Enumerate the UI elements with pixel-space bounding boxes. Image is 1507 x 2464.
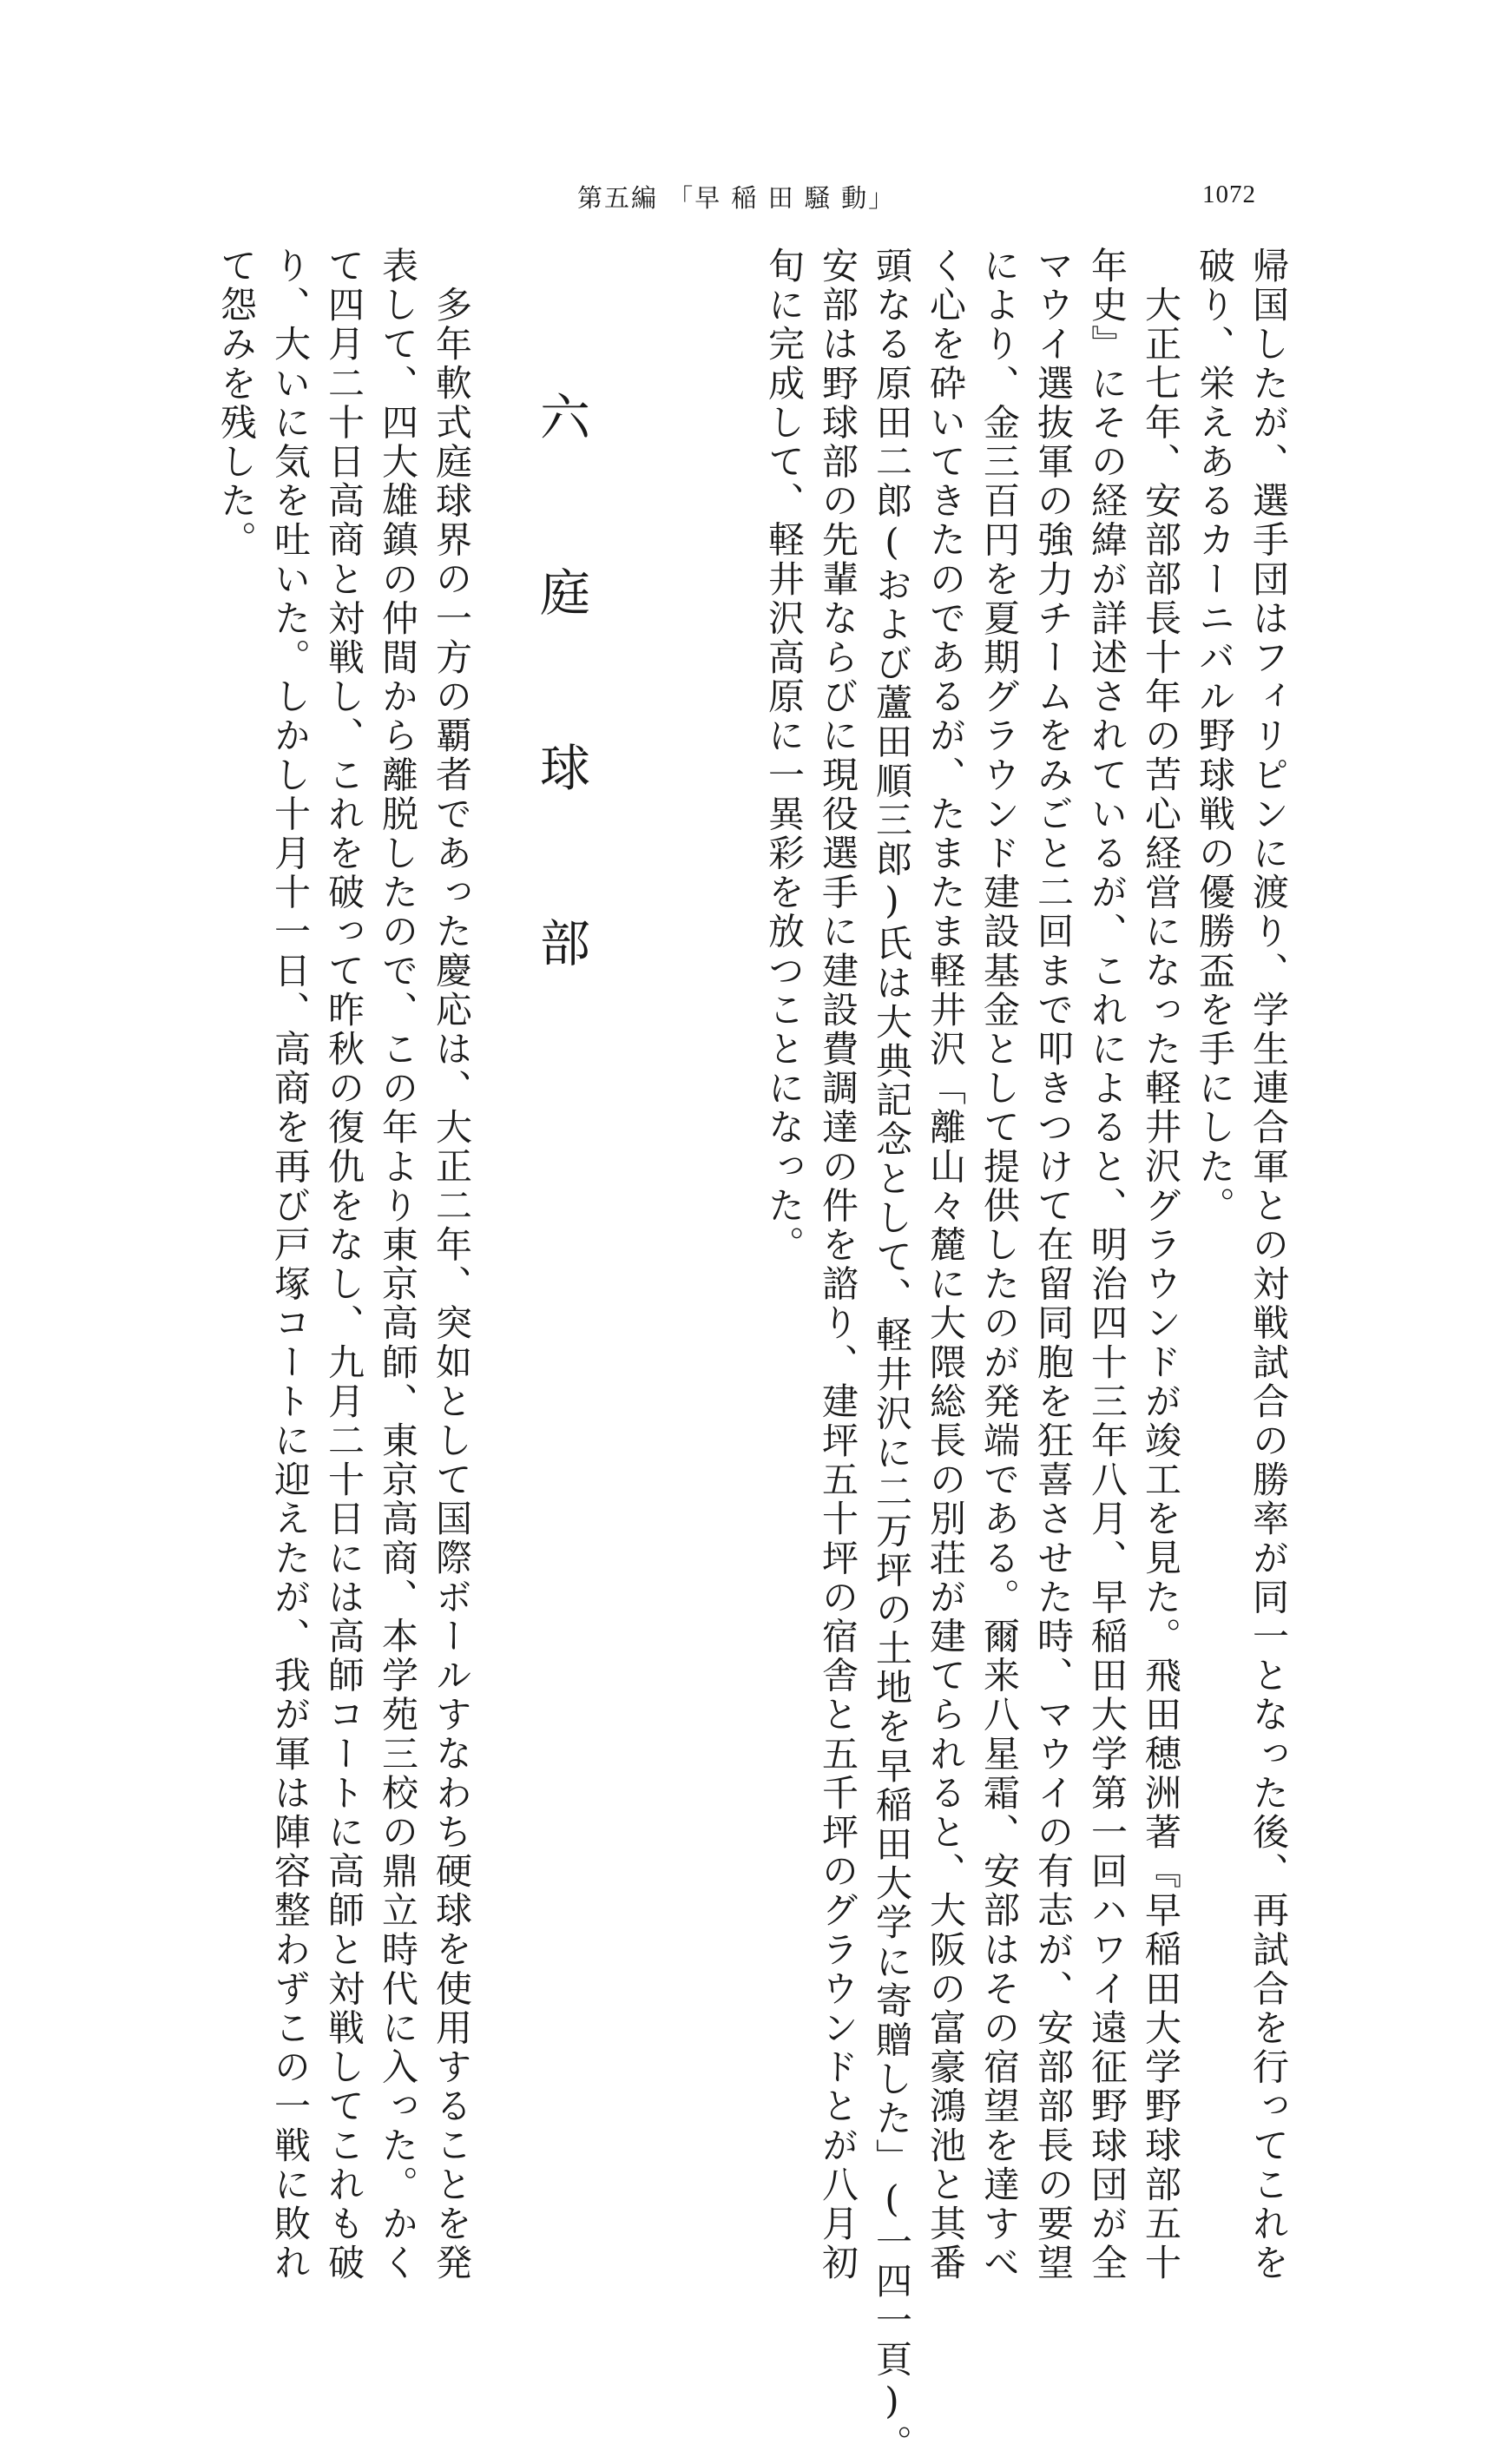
text-line: て四月二十日高商と対戦し、これを破って昨秋の復仇をなし、九月二十日には高師コートに高師と対戦してこれも破 [323, 247, 365, 2283]
text-line: 表して、四大雄鎮の仲間から離脱したので、この年より東京高師、東京高商、本学苑三校の鼎立時代に入った。かく [377, 247, 419, 2283]
running-header-title: 第五編 「早 稲 田 騒 動」 [577, 183, 896, 213]
text-line: 破り、栄えあるカーニバル野球戦の優勝盃を手にした。 [1194, 247, 1236, 1226]
text-line: 旬に完成して、軽井沢高原に一異彩を放つことになった。 [763, 247, 806, 1265]
section-heading: 六 庭 球 部 [531, 391, 590, 1000]
text-line: 安部は野球部の先輩ならびに現役選手に建設費調達の件を諮り、建坪五十坪の宿舎と五千坪のグラウンドとが八月初 [817, 247, 859, 2283]
paragraph-start-line: 大正七年、安部部長十年の苦心経営になった軽井沢グラウンドが竣工を見た。飛田穂洲著『早稲田大学野球部五十 [1140, 286, 1182, 2283]
text-line: マウイ選抜軍の強力チームをみごと二回まで叩きつけて在留同胞を狂喜させた時、マウイの有志が、安部部長の要望 [1032, 247, 1075, 2283]
text-line: により、金三百円を夏期グラウンド建設基金として提供したのが発端である。爾来八星霜、安部はその宿望を達すべ [978, 247, 1021, 2283]
text-line: く心を砕いてきたのであるが、たまたま軽井沢「離山々麓に大隈総長の別荘が建てられると、大阪の富豪鴻池と其番 [925, 247, 967, 2283]
paragraph-start-line: 多年軟式庭球界の一方の覇者であった慶応は、大正二年、突如として国際ボールすなわち硬球を使用することを発 [431, 286, 473, 2283]
text-line: て怨みを残した。 [215, 247, 258, 560]
text-line: 頭なる原田二郎(および蘆田順三郎)氏は大典記念として、軽井沢に二万坪の土地を早稲田大学に寄贈した」(一四一頁)。 [871, 247, 913, 2464]
page-number: 1072 [1202, 181, 1256, 208]
text-line: り、大いに気を吐いた。しかし十月十一日、高商を再び戸塚コートに迎えたが、我が軍は陣容整わずこの一戦に敗れ [269, 247, 312, 2283]
text-line: 帰国したが、選手団はフィリピンに渡り、学生連合軍との対戦試合の勝率が同一となった後、再試合を行ってこれを [1247, 247, 1290, 2283]
text-line: 年史』にその経緯が詳述されているが、これによると、明治四十三年八月、早稲田大学第一回ハワイ遠征野球団が全 [1086, 247, 1129, 2283]
